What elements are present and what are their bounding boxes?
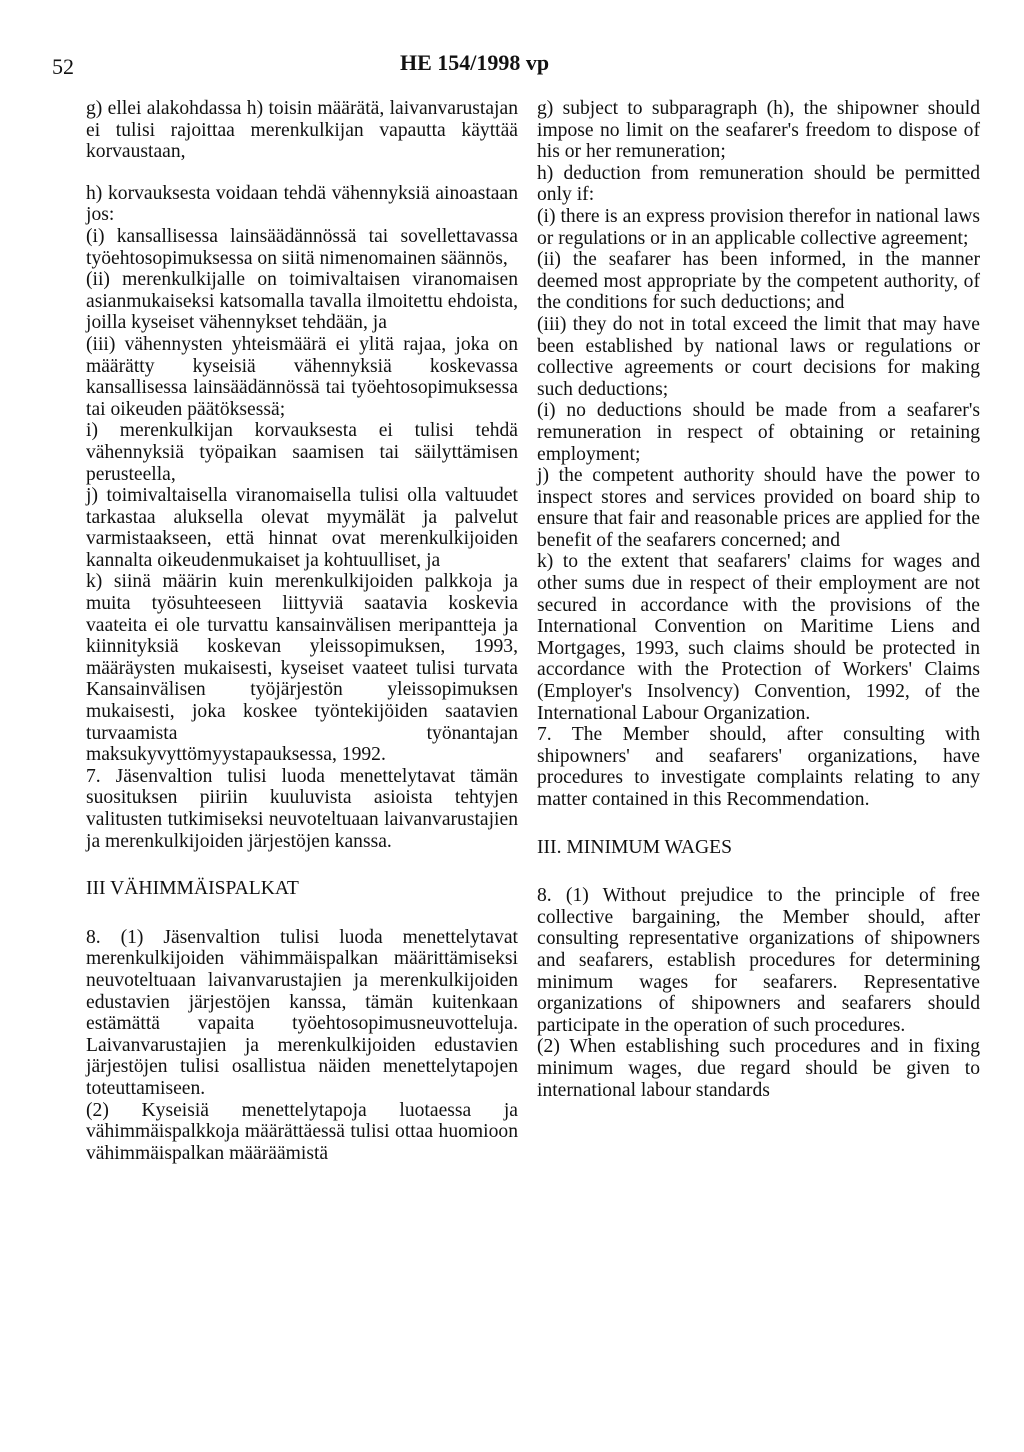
english-column [537, 98, 980, 1101]
item-k-fi: k) siinä määrin kuin merenkulkijoiden palkkoja ja muita työsuhteeseen liittyviä saatavia koskevia vaateita ei ole turvattu kansainvälisen meripantteja ja kiinnityksiä koskevan yleissopimuksen, 1993, määräysten mukaisesti, kyseiset vaateet tulisi turvata Kansainvälisen työjärjestön yleissopimuksen mukaisesti, joka koskee työntekijöiden saatavien turvaamista työnantajan maksukyvyttömyystapauksessa, 1992. [86, 571, 518, 766]
item-j-fi: j) toimivaltaisella viranomaisella tulisi olla valtuudet tarkastaa aluksella olevat myymälät ja palvelut varmistaakseen, että hinnat ovat merenkulkijoiden kannalta oikeudenmukaiset ja kohtuulliset, ja [86, 485, 518, 571]
paragraph-8-2-fi: (2) Kyseisiä menettelytapoja luotaessa ja vähimmäispalkkoja määrättäessä tulisi ottaa huomioon vähimmäispalkan määräämistä [86, 1099, 518, 1164]
item-h-i-fi: (i) kansallisessa lainsäädännössä tai sovellettavassa työehtosopimuksessa on siitä nimenomainen säännös, [86, 225, 518, 269]
item-h-ii-fi: (ii) merenkulkijalle on toimivaltaisen viranomaisen asianmukaiseksi katsomalla tavalla ilmoitettu ehdoista, joilla kyseiset vähennykset tehdään, ja [86, 269, 518, 334]
paragraph-7-en: 7. The Member should, after consulting with shipowners' and seafarers' organizations, have procedures to investigate complaints relating to any matter contained in this Recommendation. [537, 724, 980, 810]
section-heading-fi: III VÄHIMMÄISPALKAT [86, 878, 299, 900]
page-number: 52 [52, 54, 74, 79]
item-h-iii-fi: (iii) vähennysten yhteismäärä ei ylitä rajaa, joka on määrätty kyseisiä vähennyksiä koskevassa kansallisessa lainsäädännössä tai työehtosopimuksessa tai oikeuden päätöksessä; [86, 333, 518, 420]
paragraph-8-2-en: (2) When establishing such procedures and in fixing minimum wages, due regard should be given to international labour standards [537, 1036, 980, 1101]
item-h-en: h) deduction from remuneration should be permitted only if: [537, 162, 980, 206]
document-title: HE 154/1998 vp [400, 50, 550, 75]
item-g-fi: g) ellei alakohdassa h) toisin määrätä, laivanvarustajan ei tulisi rajoittaa merenkulkijan vapautta käyttää korvaustaan, [86, 98, 518, 163]
item-h-iii-en: (iii) they do not in total exceed the limit that may have been established by national laws or regulations or collective agreements or court decisions for making such deductions; [537, 313, 980, 400]
section-heading-en: III. MINIMUM WAGES [537, 836, 733, 858]
item-k-en: k) to the extent that seafarers' claims for wages and other sums due in respect of their employment are not secured in accordance with the provisions of the International Convention on Maritime Liens and Mortgages, 1993, such claims should be protected in accordance with the Protection of Workers' Claims (Employer's Insolvency) Convention, 1992, of the International Labour Organization. [537, 551, 980, 724]
item-i-fi: i) merenkulkijan korvauksesta ei tulisi tehdä vähennyksiä työpaikan saamisen tai säilyttämisen perusteella, [86, 420, 518, 485]
item-g-en: g) subject to subparagraph (h), the shipowner should impose no limit on the seafarer's freedom to dispose of his or her remuneration; [537, 98, 980, 163]
item-i-en: (i) no deductions should be made from a seafarer's remuneration in respect of obtaining or retaining employment; [537, 400, 980, 465]
paragraph-7-fi: 7. Jäsenvaltion tulisi luoda menettelytavat tämän suosituksen piiriin kuuluvista asioista tehtyjen valitusten tutkimiseksi neuvoteltuaan laivanvarustajien ja merenkulkijoiden järjestöjen kanssa. [86, 765, 518, 852]
paragraph-8-1-en: 8. (1) Without prejudice to the principle of free collective bargaining, the Member should, after consulting representative organizations of shipowners and seafarers, establish procedures for determining minimum wages for seafarers. Representative organizations of shipowners and seafarers should participate in the operation of such procedures. [537, 885, 980, 1036]
item-h-ii-en: (ii) the seafarer has been informed, in the manner deemed most appropriate by the competent authority, of the conditions for such deductions; and [537, 249, 980, 314]
item-h-i-en: (i) there is an express provision therefor in national laws or regulations or in an applicable collective agreement; [537, 205, 980, 249]
finnish-column [86, 98, 518, 1164]
paragraph-8-1-fi: 8. (1) Jäsenvaltion tulisi luoda menettelytavat merenkulkijoiden vähimmäispalkan määrittämiseksi neuvoteltuaan laivanvarustajien ja merenkulkijoiden edustavien järjestöjen kanssa, tämän kuitenkaan estämättä vapaita työehtosopimusneuvotteluja. Laivanvarustajien ja merenkulkijoiden edustavien järjestöjen tulisi osallistua näiden menettelytapojen toteuttamiseen. [86, 926, 518, 1099]
item-j-en: j) the competent authority should have the power to inspect stores and services provided on board ship to ensure that fair and reasonable prices are applied for the benefit of the seafarers concerned; and [537, 465, 980, 551]
item-h-fi: h) korvauksesta voidaan tehdä vähennyksiä ainoastaan jos: [86, 182, 518, 226]
